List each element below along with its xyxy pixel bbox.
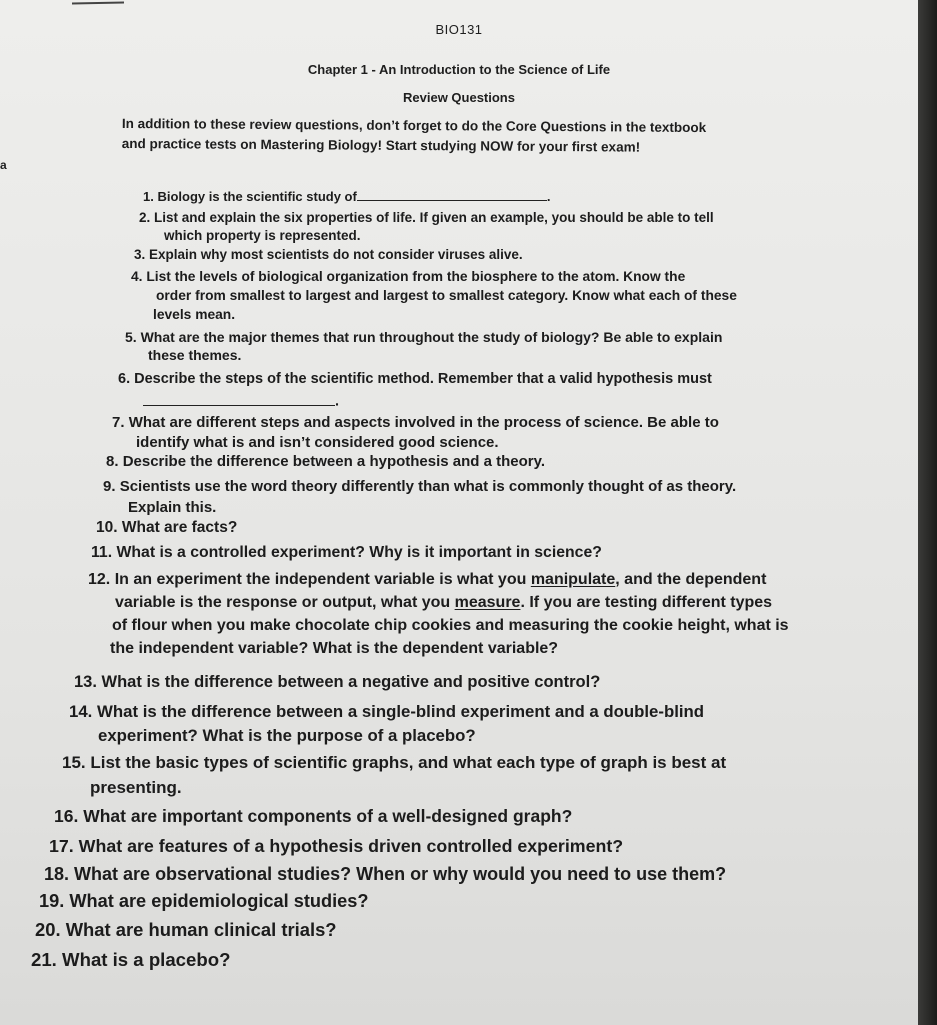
intro-line-1: In addition to these review questions, don’t forget to do the Core Questions in the textbook (121, 115, 707, 136)
question-3: 3. Explain why most scientists do not consider viruses alive. (134, 247, 523, 262)
question-4: 4. List the levels of biological organization from the biosphere to the atom. Know the order from smallest to largest and largest to smallest category. Know what each of these levels mean. (131, 269, 737, 322)
question-20: 20. What are human clinical trials? (35, 919, 337, 940)
pen-mark (72, 2, 124, 5)
question-1: 1. Biology is the scientific study of . (143, 189, 551, 204)
question-21: 21. What is a placebo? (31, 949, 231, 970)
intro-line-2: and practice tests on Mastering Biology! Start studying NOW for your first exam! (121, 135, 641, 155)
question-17: 17. What are features of a hypothesis driven controlled experiment? (49, 836, 624, 856)
question-9: 9. Scientists use the word theory differently than what is commonly thought of as theory. Explain this. (103, 478, 737, 516)
desk-background (918, 0, 937, 1025)
question-10: 10. What are facts? (96, 519, 238, 536)
question-7: 7. What are different steps and aspects involved in the process of science. Be able to identify what is and isn’t considered good science. (112, 414, 719, 451)
question-18: 18. What are observational studies? When or why would you need to use them? (44, 864, 727, 884)
question-2: 2. List and explain the six properties of life. If given an example, you should be able to tell which property is represented. (139, 210, 714, 243)
question-5: 5. What are the major themes that run throughout the study of biology? Be able to explain these themes. (125, 329, 723, 363)
question-13: 13. What is the difference between a negative and positive control? (74, 673, 601, 691)
section-heading: Review Questions (403, 90, 515, 105)
answer-blank[interactable] (357, 187, 547, 201)
question-6: 6. Describe the steps of the scientific method. Remember that a valid hypothesis must . (118, 371, 712, 410)
question-8: 8. Describe the difference between a hypothesis and a theory. (106, 453, 546, 470)
course-code: BIO131 (435, 22, 483, 37)
question-12: 12. In an experiment the independent variable is what you manipulate, and the dependent variable is the response or output, what you measure. If you are testing different types of flour when you make chocolate chip cookies and measuring the cookie height, what is the independent variable? What is the dependent variable? (88, 571, 789, 657)
question-14: 14. What is the difference between a single-blind experiment and a double-blind experiment? What is the purpose of a placebo? (69, 702, 705, 745)
chapter-title: Chapter 1 - An Introduction to the Science of Life (307, 62, 611, 77)
question-16: 16. What are important components of a well-designed graph? (54, 806, 573, 826)
margin-mark: a (0, 158, 7, 172)
question-19: 19. What are epidemiological studies? (39, 891, 369, 911)
intro-note (122, 114, 822, 159)
answer-blank[interactable] (143, 390, 335, 406)
question-11: 11. What is a controlled experiment? Why is it important in science? (91, 544, 602, 561)
question-15: 15. List the basic types of scientific graphs, and what each type of graph is best at presenting. (62, 753, 727, 797)
